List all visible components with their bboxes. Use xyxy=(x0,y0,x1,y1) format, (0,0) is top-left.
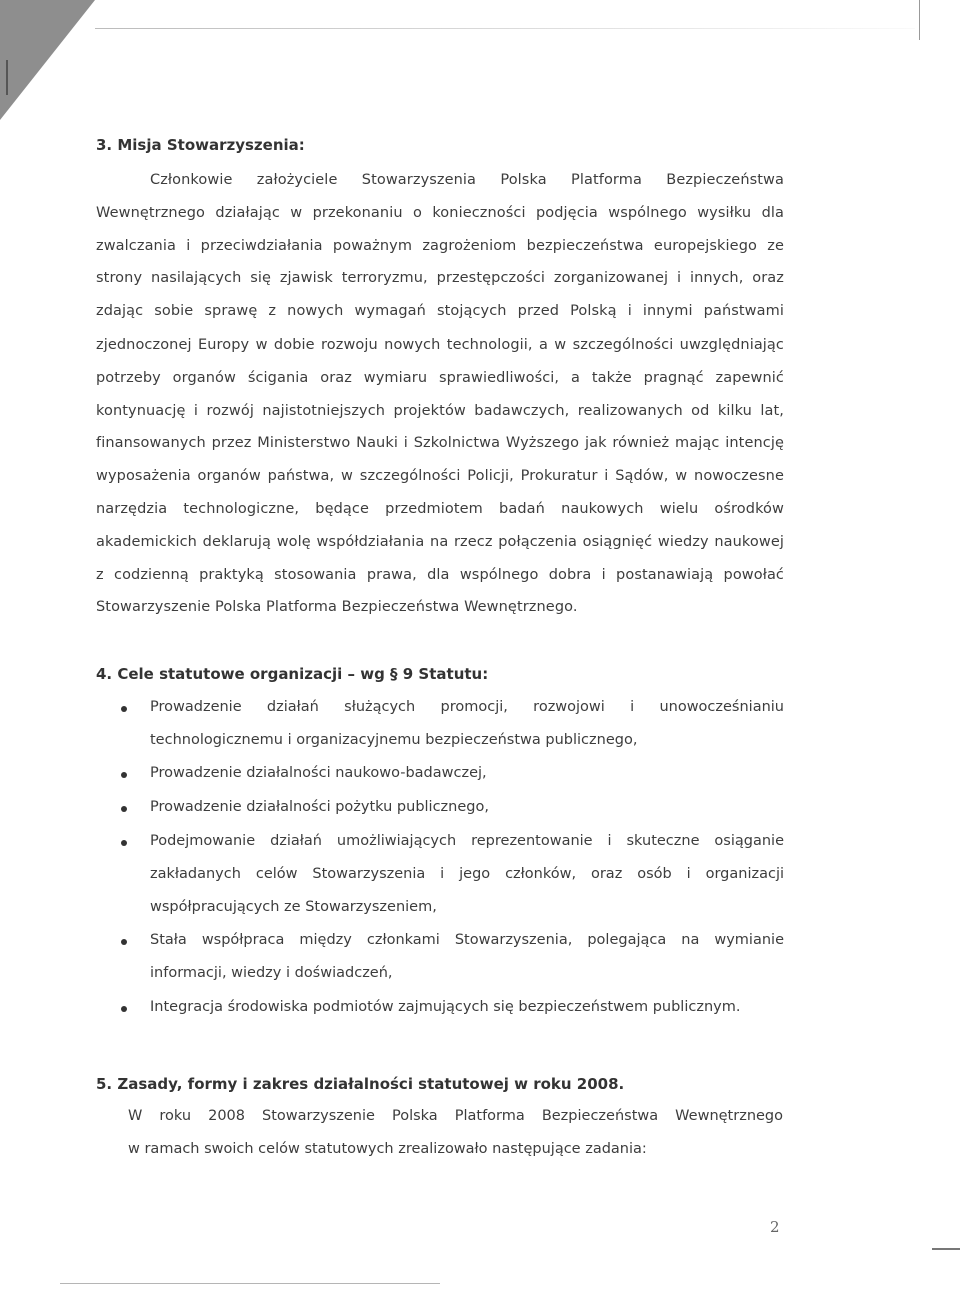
bullet-line: Stała współpraca między członkami Stowarzyszenia, polegająca na wymianie xyxy=(150,932,784,948)
paragraph-line: w ramach swoich celów statutowych zrealizowało następujące zadania: xyxy=(128,1141,647,1157)
bullet-marker xyxy=(121,1006,127,1012)
scan-edge-line xyxy=(60,1283,440,1284)
bullet-line: Prowadzenie działań służących promocji, rozwojowi i unowocześnianiu xyxy=(150,699,784,715)
scan-edge-line xyxy=(95,28,915,29)
bullet-line: informacji, wiedzy i doświadczeń, xyxy=(150,965,393,981)
bullet-line: Prowadzenie działalności pożytku publicznego, xyxy=(150,799,489,815)
paragraph-line: Wewnętrznego działając w przekonaniu o konieczności podjęcia wspólnego wysiłku dla xyxy=(96,205,784,221)
bullet-marker xyxy=(121,939,127,945)
scan-edge-mark xyxy=(932,1248,960,1250)
bullet-line: Prowadzenie działalności naukowo-badawczej, xyxy=(150,765,487,781)
paragraph-line: potrzeby organów ścigania oraz wymiaru sprawiedliwości, a także pragnąć zapewnić xyxy=(96,370,784,386)
section-5-heading: 5. Zasady, formy i zakres działalności statutowej w roku 2008. xyxy=(96,1075,625,1093)
scan-edge-mark xyxy=(6,60,8,95)
scan-edge-mark xyxy=(919,0,920,40)
bullet-marker xyxy=(121,806,127,812)
paragraph-line: kontynuację i rozwój najistotniejszych projektów badawczych, realizowanych od kilku lat, xyxy=(96,403,784,419)
paragraph-line: W roku 2008 Stowarzyszenie Polska Platforma Bezpieczeństwa Wewnętrznego xyxy=(128,1108,783,1124)
paragraph-line: z codzienną praktyką stosowania prawa, dla wspólnego dobra i postanawiają powołać xyxy=(96,567,784,583)
bullet-line: Integracja środowiska podmiotów zajmujących się bezpieczeństwem publicznym. xyxy=(150,999,741,1015)
bullet-line: Podejmowanie działań umożliwiających reprezentowanie i skuteczne osiąganie xyxy=(150,833,784,849)
scan-corner-artifact xyxy=(0,0,95,120)
paragraph-line: Stowarzyszenie Polska Platforma Bezpieczeństwa Wewnętrznego. xyxy=(96,599,578,615)
section-4-heading: 4. Cele statutowe organizacji – wg § 9 Statutu: xyxy=(96,665,489,683)
page-number: 2 xyxy=(770,1218,780,1236)
paragraph-line: narzędzia technologiczne, będące przedmiotem badań naukowych wielu ośrodków xyxy=(96,501,784,517)
bullet-line: współpracujących ze Stowarzyszeniem, xyxy=(150,899,437,915)
bullet-marker xyxy=(121,706,127,712)
paragraph-line: akademickich deklarują wolę współdziałania na rzecz połączenia osiągnięć wiedzy naukowej xyxy=(96,534,784,550)
section-3-heading: 3. Misja Stowarzyszenia: xyxy=(96,136,305,154)
paragraph-line: zjednoczonej Europy w dobie rozwoju nowych technologii, a w szczególności uwzględniając xyxy=(96,337,784,353)
bullet-marker xyxy=(121,772,127,778)
paragraph-line: finansowanych przez Ministerstwo Nauki i Szkolnictwa Wyższego jak również mając intencję xyxy=(96,435,784,451)
paragraph-line: wyposażenia organów państwa, w szczególności Policji, Prokuratur i Sądów, w nowoczesne xyxy=(96,468,784,484)
paragraph-line: Członkowie założyciele Stowarzyszenia Polska Platforma Bezpieczeństwa xyxy=(150,172,784,188)
paragraph-line: zdając sobie sprawę z nowych wymagań stojących przed Polską i innymi państwami xyxy=(96,303,784,319)
bullet-line: zakładanych celów Stowarzyszenia i jego członków, oraz osób i organizacji xyxy=(150,866,784,882)
paragraph-line: zwalczania i przeciwdziałania poważnym zagrożeniom bezpieczeństwa europejskiego ze xyxy=(96,238,784,254)
paragraph-line: strony nasilających się zjawisk terroryzmu, przestępczości zorganizowanej i innych, oraz xyxy=(96,270,784,286)
bullet-line: technologicznemu i organizacyjnemu bezpieczeństwa publicznego, xyxy=(150,732,638,748)
bullet-marker xyxy=(121,840,127,846)
